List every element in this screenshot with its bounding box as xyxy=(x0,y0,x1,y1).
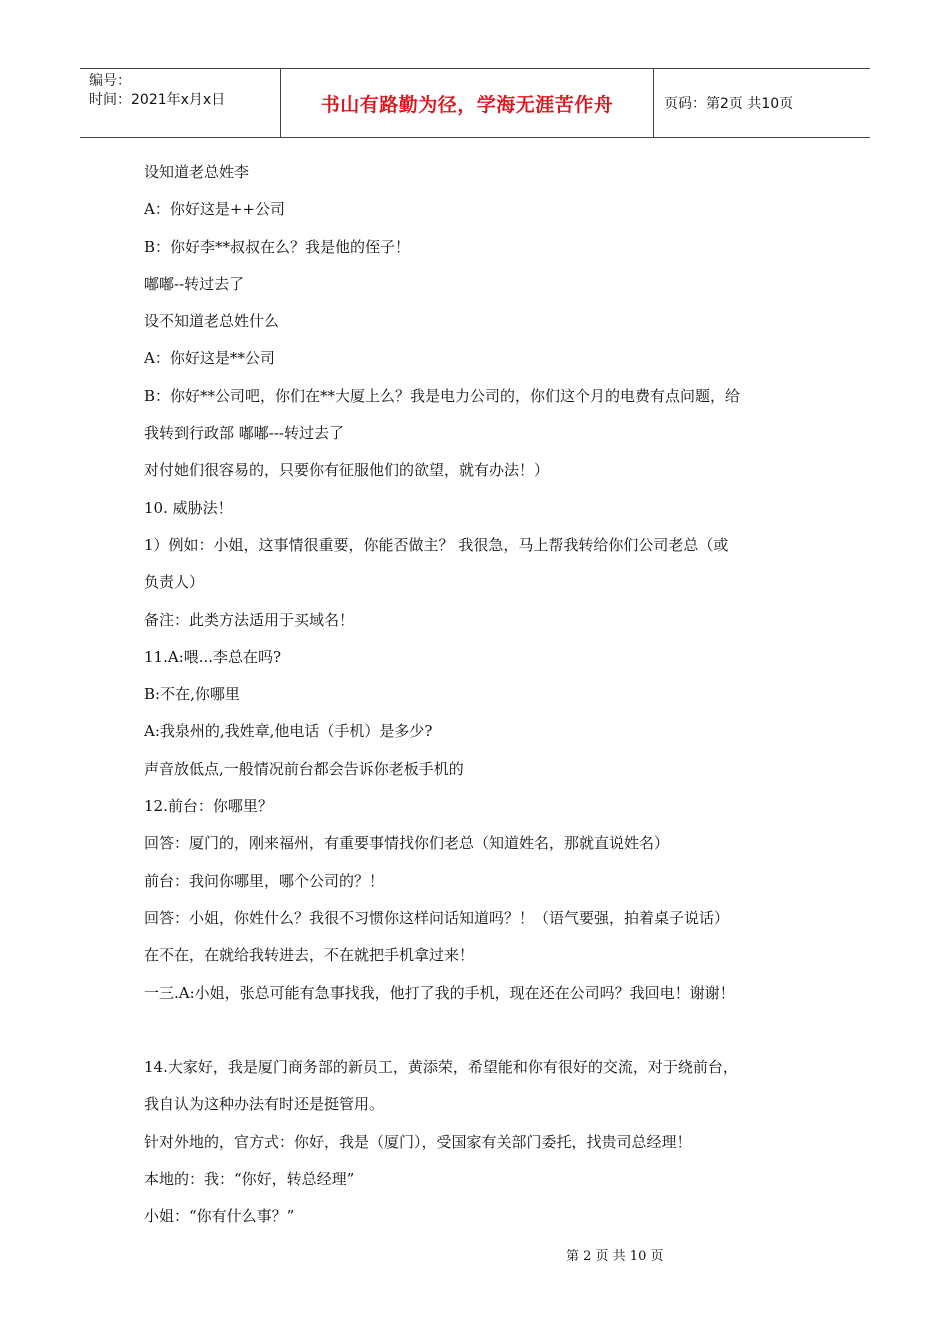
body-text-line: 前台：我问你哪里，哪个公司的？！ xyxy=(144,871,385,890)
body-text-line: 嘟嘟--转过去了 xyxy=(144,274,245,293)
body-text-line: A:我泉州的,我姓章,他电话（手机）是多少? xyxy=(144,722,433,741)
body-text-line: 负责人） xyxy=(144,573,205,592)
header-meta xyxy=(80,69,281,137)
footer-page-number: 第 2 页 共 10 页 xyxy=(566,1249,664,1264)
body-text-line: 小姐：“你有什么事？” xyxy=(144,1207,295,1226)
body-text-line: 11.A:喂...李总在吗? xyxy=(144,647,282,666)
body-text-line: 一三.A:小姐，张总可能有急事找我，他打了我的手机，现在还在公司吗？我回电！谢谢！ xyxy=(144,983,735,1002)
document-date: 时间：2021年x月x日 xyxy=(89,92,226,108)
header-motto: 书山有路勤为径，学海无涯苦作舟 xyxy=(281,69,654,137)
body-text-line: 1）例如：小姐，这事情很重要，你能否做主？ 我很急，马上帮我转给你们公司老总（或 xyxy=(144,535,729,554)
document-body xyxy=(144,154,824,1236)
body-text-line: 12.前台：你哪里？ xyxy=(144,797,273,816)
body-text-line: 我自认为这种办法有时还是挺管用。 xyxy=(144,1095,385,1114)
body-text-line: 回答：小姐，你姓什么？我很不习惯你这样问话知道吗？！（语气要强，拍着桌子说话） xyxy=(144,908,730,927)
body-text-line: 备注：此类方法适用于买域名！ xyxy=(144,610,355,629)
body-text-line: A：你好这是**公司 xyxy=(144,349,275,368)
body-text-line: 回答：厦门的，刚来福州，有重要事情找你们老总（知道姓名，那就直说姓名） xyxy=(144,834,670,853)
body-text-line: B:不在,你哪里 xyxy=(144,685,240,704)
blank-line xyxy=(144,1012,824,1049)
body-text-line: 设知道老总姓李 xyxy=(144,163,250,181)
body-text-line: 本地的：我：“你好，转总经理” xyxy=(144,1170,355,1189)
body-text-line: 对付她们很容易的，只要你有征服他们的欲望，就有办法！） xyxy=(144,461,550,480)
page-header xyxy=(80,68,870,138)
body-text-line: B：你好**公司吧，你们在**大厦上么？我是电力公司的，你们这个月的电费有点问题，给 xyxy=(144,386,741,405)
body-text-line: 针对外地的，官方式：你好，我是（厦门），受国家有关部门委托，找贵司总经理！ xyxy=(144,1132,692,1151)
document-number-label: 编号： xyxy=(89,73,131,89)
body-text-line: A：你好这是++公司 xyxy=(144,200,285,219)
body-text-line: 我转到行政部 嘟嘟---转过去了 xyxy=(144,424,344,443)
body-text-line: 设不知道老总姓什么 xyxy=(144,312,280,331)
body-text-line: 14.大家好，我是厦门商务部的新员工，黄添荣，希望能和你有很好的交流，对于绕前台， xyxy=(144,1058,738,1077)
body-text-line: 声音放低点,一般情况前台都会告诉你老板手机的 xyxy=(144,759,464,778)
body-text-line: B：你好李**叔叔在么？我是他的侄子！ xyxy=(144,237,411,256)
body-text-line: 在不在，在就给我转进去，不在就把手机拿过来！ xyxy=(144,946,475,965)
body-text-line: 10. 威胁法！ xyxy=(144,498,233,517)
header-page-info: 页码：第2页 共10页 xyxy=(664,96,794,112)
